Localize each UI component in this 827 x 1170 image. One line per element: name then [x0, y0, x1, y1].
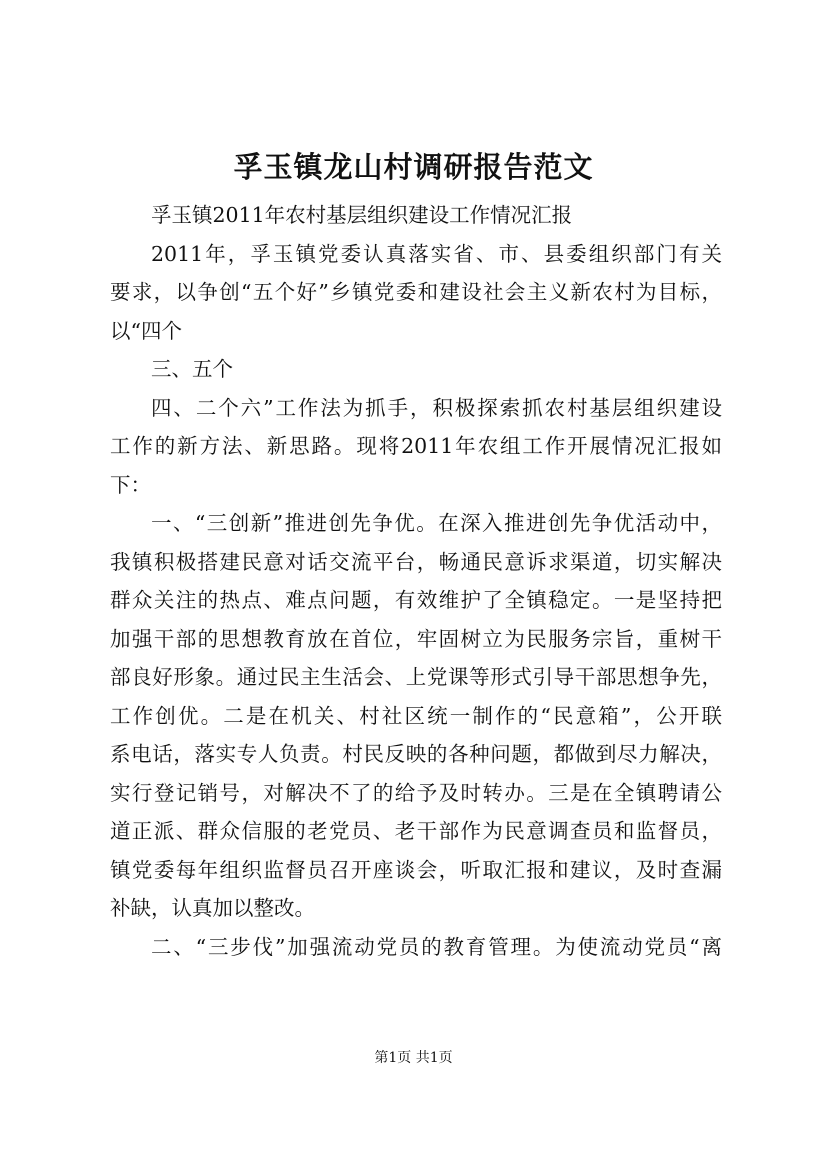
- document-title: 孚玉镇龙山村调研报告范文: [233, 150, 594, 184]
- body-line: 孚玉镇2011年农村基层组织建设工作情况汇报: [151, 203, 573, 227]
- body-line: 镇党委每年组织监督员召开座谈会，听取汇报和建议，及时查漏: [110, 857, 722, 882]
- body-line: 工作的新方法、新思路。现将2011年农组工作开展情况汇报如: [110, 434, 722, 458]
- body-line: 工作创优。二是在机关、村社区统一制作的“民意箱”，公开联: [110, 703, 722, 728]
- body-line: 我镇积极搭建民意对话交流平台，畅通民意诉求渠道，切实解决: [110, 549, 722, 574]
- body-line: 群众关注的热点、难点问题，有效维护了全镇稳定。一是坚持把: [110, 588, 722, 612]
- body-line: 加强干部的思想教育放在首位，牢固树立为民服务宗旨，重树干: [110, 626, 722, 651]
- body-line: 四、二个六”工作法为抓手，积极探索抓农村基层组织建设: [151, 395, 722, 420]
- body-line: 以“四个: [110, 318, 182, 343]
- body-line: 部良好形象。通过民主生活会、上党课等形式引导干部思想争先，: [110, 665, 722, 689]
- body-line: 系电话，落实专人负责。村民反映的各种问题，都做到尽力解决，: [110, 742, 722, 766]
- body-line: 三、五个: [151, 357, 233, 381]
- document-body: [110, 196, 722, 966]
- body-line: 二、“三步伐”加强流动党员的教育管理。为使流动党员“离: [151, 934, 722, 959]
- body-line: 一、“三创新”推进创先争优。在深入推进创先争优活动中，: [151, 511, 722, 535]
- page-footer: 第1页 共1页: [374, 1050, 453, 1066]
- body-line: 2011年，孚玉镇党委认真落实省、市、县委组织部门有关: [151, 241, 722, 266]
- body-line: 补缺，认真加以整改。: [110, 896, 315, 920]
- body-line: 实行登记销号，对解决不了的给予及时转办。三是在全镇聘请公: [110, 780, 722, 805]
- body-line: 道正派、群众信服的老党员、老干部作为民意调查员和监督员，: [110, 819, 722, 843]
- body-line: 要求，以争创“五个好”乡镇党委和建设社会主义新农村为目标，: [110, 280, 722, 304]
- body-line: 下：: [110, 472, 151, 497]
